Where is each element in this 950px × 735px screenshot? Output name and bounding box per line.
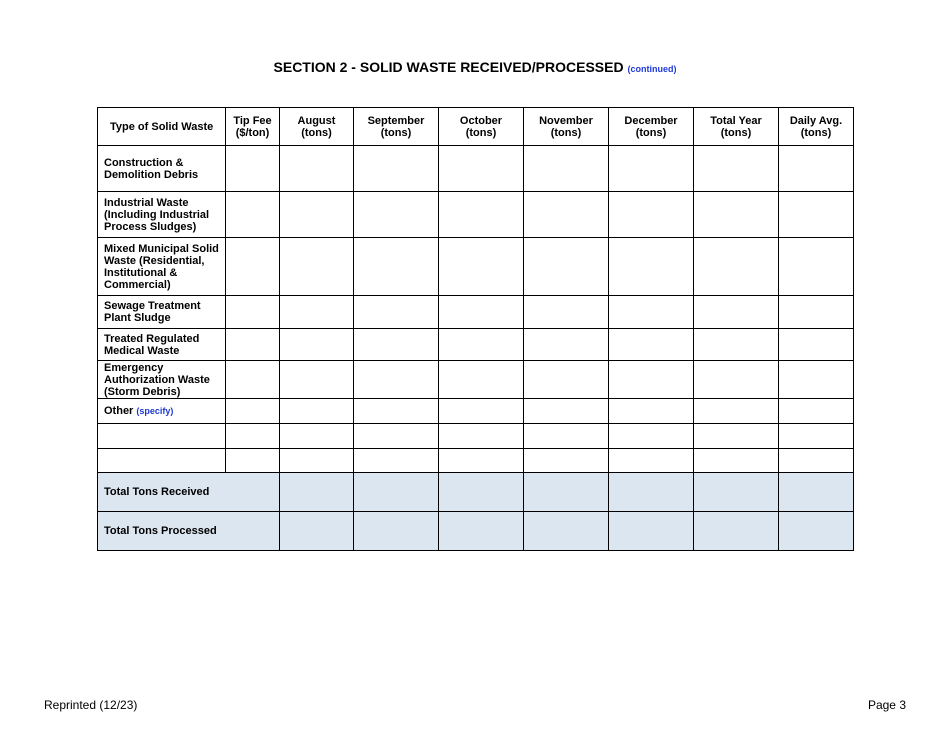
input-cell[interactable] bbox=[354, 146, 439, 192]
input-cell[interactable] bbox=[694, 399, 779, 424]
input-cell[interactable] bbox=[694, 473, 779, 512]
input-cell[interactable] bbox=[524, 361, 609, 399]
input-cell[interactable] bbox=[609, 361, 694, 399]
input-cell[interactable] bbox=[609, 192, 694, 238]
row-label: Industrial Waste (Including Industrial Process Sludges) bbox=[98, 192, 226, 238]
input-cell[interactable] bbox=[524, 512, 609, 551]
input-cell[interactable] bbox=[354, 399, 439, 424]
input-cell[interactable] bbox=[609, 296, 694, 329]
input-cell[interactable] bbox=[98, 449, 226, 473]
input-cell[interactable] bbox=[779, 512, 854, 551]
input-cell[interactable] bbox=[694, 512, 779, 551]
header-row bbox=[98, 108, 854, 146]
input-cell[interactable] bbox=[226, 146, 280, 192]
input-cell[interactable] bbox=[439, 192, 524, 238]
input-cell[interactable] bbox=[439, 238, 524, 296]
row-label: Mixed Municipal Solid Waste (Residential, Institutional & Commercial) bbox=[98, 238, 226, 296]
row-label: Construction & Demolition Debris bbox=[98, 146, 226, 192]
input-cell[interactable] bbox=[354, 329, 439, 361]
input-cell[interactable] bbox=[280, 473, 354, 512]
table-row-other bbox=[98, 399, 854, 424]
input-cell[interactable] bbox=[779, 329, 854, 361]
input-cell[interactable] bbox=[354, 238, 439, 296]
input-cell[interactable] bbox=[524, 473, 609, 512]
input-cell[interactable] bbox=[226, 424, 280, 449]
input-cell[interactable] bbox=[226, 238, 280, 296]
input-cell[interactable] bbox=[694, 329, 779, 361]
col-header-august: August (tons) bbox=[280, 108, 354, 146]
col-header-september: September (tons) bbox=[354, 108, 439, 146]
input-cell[interactable] bbox=[226, 399, 280, 424]
input-cell[interactable] bbox=[694, 424, 779, 449]
input-cell[interactable] bbox=[524, 399, 609, 424]
input-cell[interactable] bbox=[439, 296, 524, 329]
input-cell[interactable] bbox=[280, 512, 354, 551]
input-cell[interactable] bbox=[524, 296, 609, 329]
input-cell[interactable] bbox=[280, 238, 354, 296]
col-header-total-year: Total Year (tons) bbox=[694, 108, 779, 146]
input-cell[interactable] bbox=[524, 192, 609, 238]
input-cell[interactable] bbox=[439, 329, 524, 361]
total-processed-label: Total Tons Processed bbox=[98, 512, 280, 551]
total-processed-row bbox=[98, 512, 854, 551]
table-row bbox=[98, 329, 854, 361]
input-cell[interactable] bbox=[779, 449, 854, 473]
input-cell[interactable] bbox=[280, 449, 354, 473]
input-cell[interactable] bbox=[226, 192, 280, 238]
input-cell[interactable] bbox=[694, 238, 779, 296]
input-cell[interactable] bbox=[779, 424, 854, 449]
input-cell[interactable] bbox=[609, 329, 694, 361]
solid-waste-table bbox=[97, 107, 854, 551]
input-cell[interactable] bbox=[280, 424, 354, 449]
specify-note: (specify) bbox=[136, 406, 174, 416]
col-header-daily-avg: Daily Avg. (tons) bbox=[779, 108, 854, 146]
page-title bbox=[0, 59, 950, 75]
input-cell[interactable] bbox=[524, 146, 609, 192]
input-cell[interactable] bbox=[609, 512, 694, 551]
page-number: Page 3 bbox=[867, 698, 906, 712]
input-cell[interactable] bbox=[524, 424, 609, 449]
input-cell[interactable] bbox=[226, 329, 280, 361]
input-cell[interactable] bbox=[439, 449, 524, 473]
input-cell[interactable] bbox=[354, 361, 439, 399]
total-received-row bbox=[98, 473, 854, 512]
col-header-november: November (tons) bbox=[524, 108, 609, 146]
input-cell[interactable] bbox=[779, 146, 854, 192]
col-header-tip-fee: Tip Fee ($/ton) bbox=[226, 108, 280, 146]
input-cell[interactable] bbox=[354, 192, 439, 238]
row-label: Treated Regulated Medical Waste bbox=[98, 329, 226, 361]
input-cell[interactable] bbox=[226, 449, 280, 473]
input-cell[interactable] bbox=[439, 146, 524, 192]
input-cell[interactable] bbox=[439, 361, 524, 399]
input-cell[interactable] bbox=[524, 329, 609, 361]
input-cell[interactable] bbox=[779, 296, 854, 329]
input-cell[interactable] bbox=[280, 192, 354, 238]
input-cell[interactable] bbox=[354, 296, 439, 329]
other-label: Other bbox=[104, 405, 134, 417]
input-cell[interactable] bbox=[354, 473, 439, 512]
input-cell[interactable] bbox=[280, 399, 354, 424]
input-cell[interactable] bbox=[280, 329, 354, 361]
input-cell[interactable] bbox=[226, 361, 280, 399]
input-cell[interactable] bbox=[609, 146, 694, 192]
table-row bbox=[98, 238, 854, 296]
input-cell[interactable] bbox=[694, 361, 779, 399]
input-cell[interactable] bbox=[524, 238, 609, 296]
input-cell[interactable] bbox=[609, 238, 694, 296]
input-cell[interactable] bbox=[609, 399, 694, 424]
input-cell[interactable] bbox=[694, 192, 779, 238]
col-header-december: December (tons) bbox=[609, 108, 694, 146]
input-cell[interactable] bbox=[439, 424, 524, 449]
input-cell[interactable] bbox=[779, 192, 854, 238]
table-row-blank bbox=[98, 449, 854, 473]
row-label: Emergency Authorization Waste (Storm Debris) bbox=[98, 361, 226, 399]
input-cell[interactable] bbox=[354, 449, 439, 473]
col-header-type: Type of Solid Waste bbox=[98, 108, 226, 146]
input-cell[interactable] bbox=[694, 449, 779, 473]
input-cell[interactable] bbox=[280, 296, 354, 329]
input-cell[interactable] bbox=[226, 296, 280, 329]
table-row bbox=[98, 146, 854, 192]
col-header-october: October (tons) bbox=[439, 108, 524, 146]
input-cell[interactable] bbox=[779, 238, 854, 296]
input-cell[interactable] bbox=[439, 512, 524, 551]
table-row bbox=[98, 296, 854, 329]
total-received-label: Total Tons Received bbox=[98, 473, 280, 512]
input-cell[interactable] bbox=[609, 473, 694, 512]
table-row-blank bbox=[98, 424, 854, 449]
input-cell[interactable] bbox=[354, 424, 439, 449]
input-cell[interactable] bbox=[779, 399, 854, 424]
reprint-date: Reprinted (12/23) bbox=[44, 698, 138, 712]
input-cell[interactable] bbox=[354, 512, 439, 551]
input-cell[interactable] bbox=[439, 399, 524, 424]
row-label-other bbox=[98, 399, 226, 424]
input-cell[interactable] bbox=[439, 473, 524, 512]
continued-note: (continued) bbox=[627, 64, 677, 74]
input-cell[interactable] bbox=[280, 146, 354, 192]
input-cell[interactable] bbox=[524, 449, 609, 473]
input-cell[interactable] bbox=[779, 473, 854, 512]
input-cell[interactable] bbox=[98, 424, 226, 449]
row-label: Sewage Treatment Plant Sludge bbox=[98, 296, 226, 329]
section-title: SECTION 2 - SOLID WASTE RECEIVED/PROCESSED bbox=[273, 59, 624, 75]
input-cell[interactable] bbox=[694, 146, 779, 192]
input-cell[interactable] bbox=[609, 424, 694, 449]
input-cell[interactable] bbox=[280, 361, 354, 399]
table-row bbox=[98, 361, 854, 399]
table-row bbox=[98, 192, 854, 238]
input-cell[interactable] bbox=[694, 296, 779, 329]
input-cell[interactable] bbox=[779, 361, 854, 399]
input-cell[interactable] bbox=[609, 449, 694, 473]
